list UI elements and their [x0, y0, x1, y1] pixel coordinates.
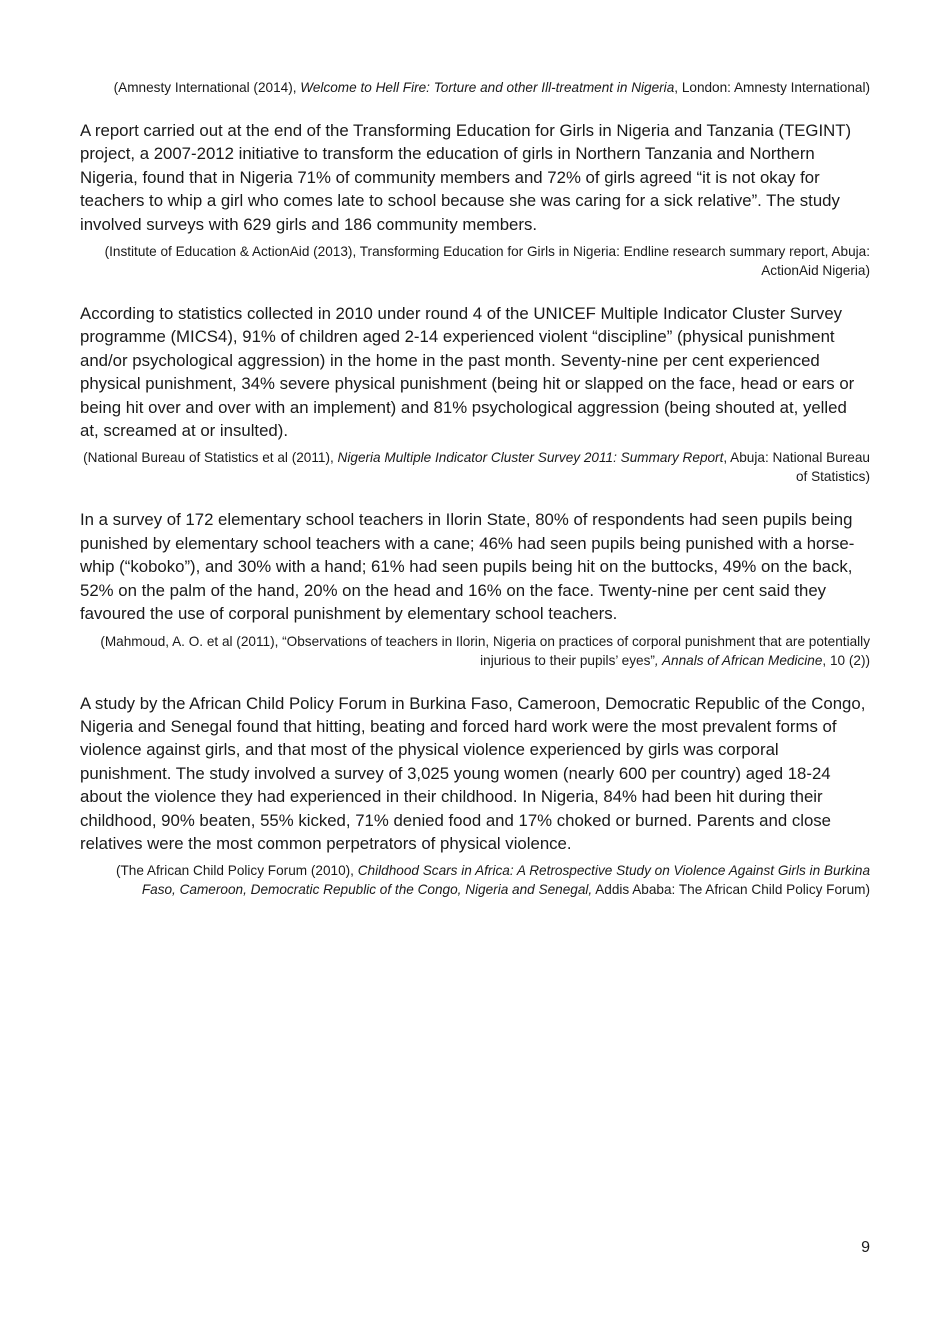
paragraph-acpf-study: A study by the African Child Policy Forum in Burkina Faso, Cameroon, Democratic Republic of the Congo, Nigeria and Senegal found that hitting, beating and forced hard work were the most prevalent forms of violence against girls, and that most of the physical violence experienced by girls was corporal punishment. The study involved a survey of 3,025 young women (nearly 600 per country) aged 18-24 about the violence they had experienced in their childhood. In Nigeria, 84% had been hit during their childhood, 90% beaten, 55% kicked, 71% denied food and 17% choked or burned. Parents and close relatives were the most common perpetrators of physical violence. — [80, 693, 866, 853]
citation-text: (Institute of Education & ActionAid (2013), Transforming Education for Girls in Nigeria: Endline research summary report, Abuja: ActionAid Nigeria) — [104, 244, 870, 279]
citation-amnesty — [80, 78, 870, 97]
citation-title: Nigeria Multiple Indicator Cluster Survey 2011: Summary Report — [337, 450, 724, 466]
citation-title: Childhood Scars in Africa: A Retrospective Study on Violence Against Girls in Burkina Faso, Cameroon, Democratic Republic of the Congo, Nigeria and Senegal, — [141, 863, 870, 898]
paragraph-mics4: According to statistics collected in 2010 under round 4 of the UNICEF Multiple Indicator Cluster Survey programme (MICS4), 91% of children aged 2-14 experienced violent “discipline” (physical punishment and/or psychological aggression) in the home in the past month. Seventy-nine per cent experienced physical punishment, 34% severe physical punishment (being hit or slapped on the face, head or ears or being hit over and over with an implement) and 81% psychological aggression (being shouted at, yelled at, screamed at or insulted). — [80, 304, 855, 441]
citation-text: , London: Amnesty International) — [674, 80, 870, 95]
citation-acpf — [80, 861, 870, 899]
document-body — [80, 78, 870, 899]
citation-text: (The African Child Policy Forum (2010), — [115, 863, 358, 879]
page-number: 9 — [861, 1239, 870, 1256]
citation-mahmoud — [80, 632, 870, 670]
citation-text: (Amnesty International (2014), — [113, 80, 301, 95]
citation-title: Welcome to Hell Fire: Torture and other Ill-treatment in Nigeria — [300, 80, 675, 95]
citation-text: (Mahmoud, A. O. et al (2011), “Observations of teachers in Ilorin, Nigeria on practices of corporal punishment that are potentially injurious to their pupils’ eyes” — [100, 633, 870, 668]
citation-nbs — [80, 448, 870, 486]
citation-ioe-actionaid — [80, 242, 870, 280]
paragraph-ilorin-survey: In a survey of 172 elementary school teachers in Ilorin State, 80% of respondents had seen pupils being punished by elementary school teachers with a cane; 46% had seen pupils being punished with a horse-whip (“koboko”), and 30% with a hand; 61% had seen pupils being hit on the buttocks, 49% on the back, 52% on the palm of the hand, 20% on the head and 16% on the face. Twenty-nine per cent said they favoured the use of corporal punishment by elementary school teachers. — [80, 510, 855, 624]
citation-title: , Annals of African Medicine — [654, 652, 823, 668]
citation-text: (National Bureau of Statistics et al (2011), — [83, 450, 338, 466]
citation-text: , 10 (2)) — [822, 652, 870, 668]
citation-text: Addis Ababa: The African Child Policy Forum) — [592, 882, 870, 898]
paragraph-tegint: A report carried out at the end of the Transforming Education for Girls in Nigeria and Tanzania (TEGINT) project, a 2007-2012 initiative to transform the education of girls in Northern Tanzania and Northern Nigeria, found that in Nigeria 71% of community members and 72% of girls agreed “it is not okay for teachers to whip a girl who comes late to school because she was caring for a sick relative”. The study involved surveys with 629 girls and 186 community members. — [80, 121, 852, 234]
citation-text: , Abuja: National Bureau of Statistics) — [723, 450, 870, 485]
